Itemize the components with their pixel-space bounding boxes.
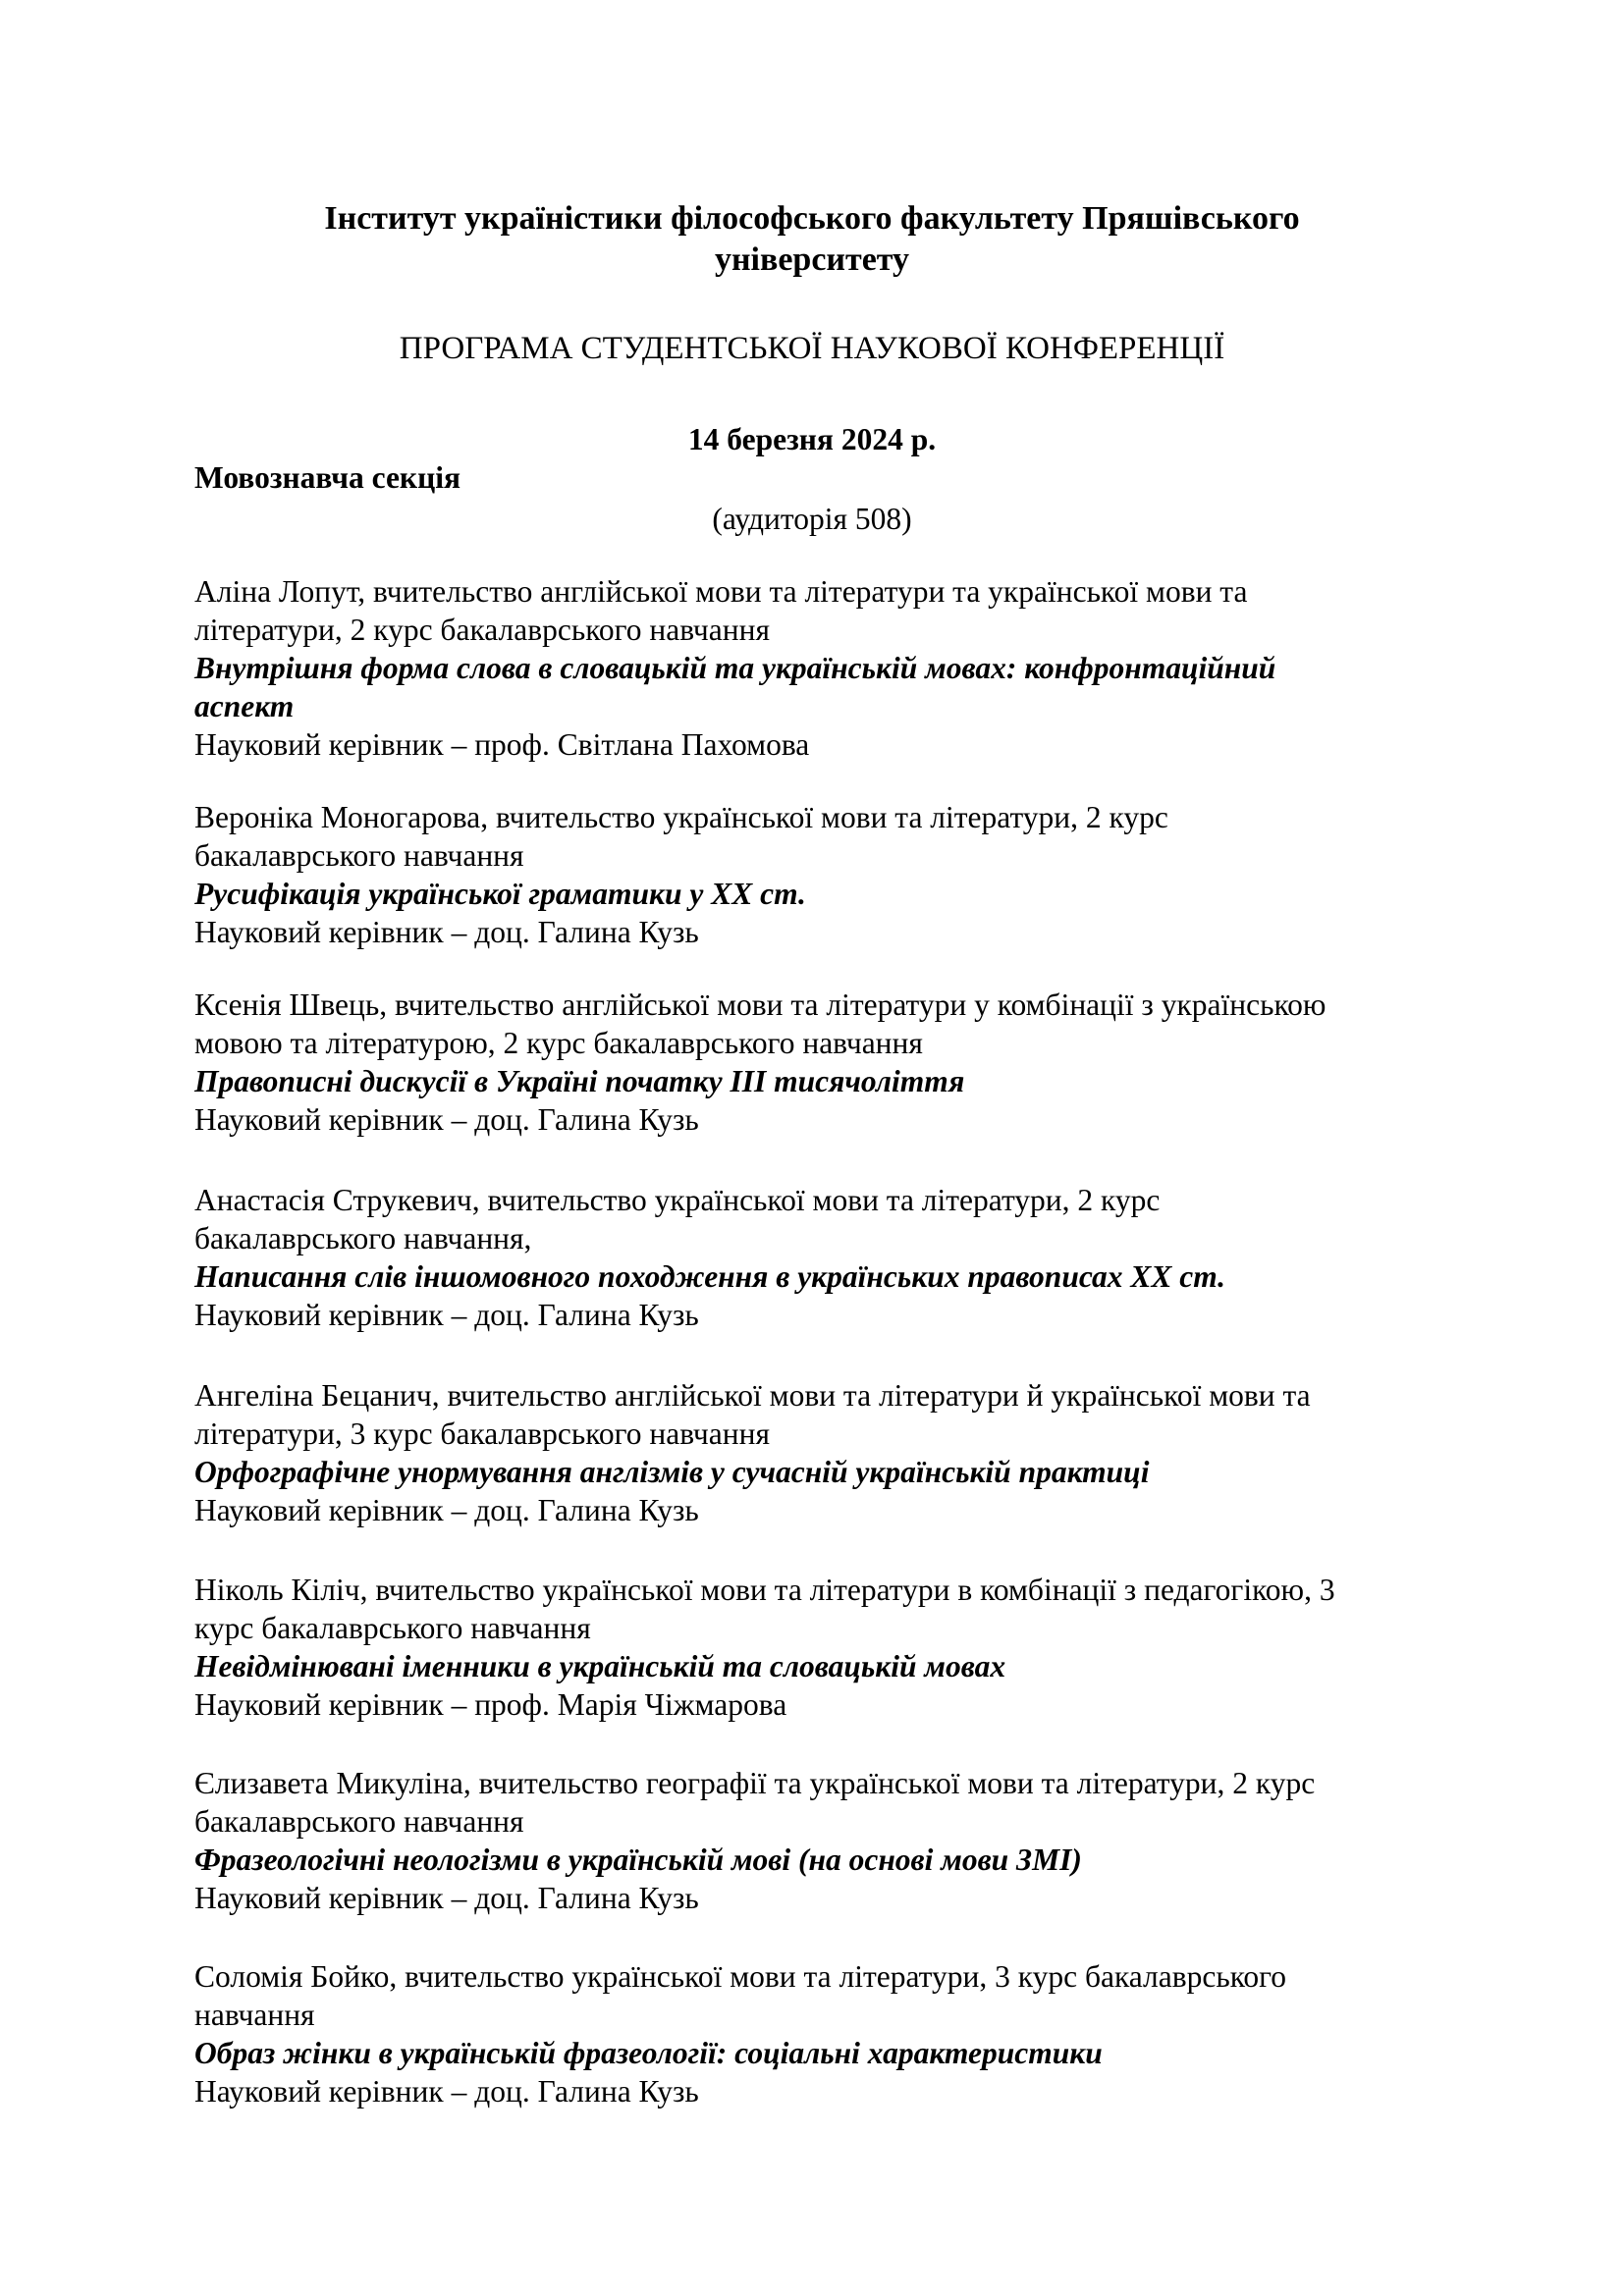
room-number: (аудиторія 508) — [712, 502, 912, 536]
supervisor: Науковий керівник – доц. Галина Кузь — [194, 1493, 699, 1527]
author-line: курс бакалаврського навчання — [194, 1611, 591, 1645]
institute-title-line-1: Інститут україністики філософського факультету Пряшівського — [324, 200, 1300, 237]
author-line: Ангеліна Бецанич, вчительство англійської мови та літератури й української мови та — [194, 1378, 1311, 1413]
author-line: Ніколь Кіліч, вчительство української мови та літератури в комбінації з педагогікою, 3 — [194, 1573, 1335, 1607]
supervisor: Науковий керівник – доц. Галина Кузь — [194, 2074, 699, 2109]
author-line: Аліна Лопут, вчительство англійської мови та літератури та української мови та — [194, 574, 1248, 609]
presentation-title: Фразеологічні неологізми в українській мові (на основі мови ЗМІ) — [194, 1842, 1082, 1877]
program-title: ПРОГРАМА СТУДЕНТСЬКОЇ НАУКОВОЇ КОНФЕРЕНЦІЇ — [399, 331, 1225, 366]
author-line: Анастасія Струкевич, вчительство української мови та літератури, 2 курс — [194, 1183, 1161, 1217]
author-line: мовою та літературою, 2 курс бакалаврського навчання — [194, 1026, 923, 1060]
supervisor: Науковий керівник – проф. Світлана Пахомова — [194, 727, 810, 762]
author-line: літератури, 3 курс бакалаврського навчання — [194, 1416, 770, 1451]
author-line: бакалаврського навчання, — [194, 1221, 532, 1255]
author-line: Вероніка Моногарова, вчительство української мови та літератури, 2 курс — [194, 800, 1168, 834]
presentation-title: Русифікація української граматики у ХХ ст. — [194, 877, 806, 911]
presentation-title: Внутрішня форма слова в словацькій та українській мовах: конфронтаційний — [194, 651, 1276, 685]
author-line: навчання — [194, 1998, 315, 2032]
supervisor: Науковий керівник – проф. Марія Чіжмарова — [194, 1687, 787, 1722]
presentation-title: аспект — [194, 689, 295, 723]
institute-title-line-2: університету — [714, 241, 910, 278]
conference-date: 14 березня 2024 р. — [687, 422, 937, 456]
author-line: літератури, 2 курс бакалаврського навчання — [194, 613, 770, 647]
presentation-title: Написання слів іншомовного походження в українських правописах ХХ ст. — [194, 1259, 1226, 1294]
presentation-title: Невідмінювані іменники в українській та словацькій мовах — [194, 1649, 1006, 1683]
author-line: бакалаврського навчання — [194, 1804, 524, 1839]
author-line: Ксенія Швець, вчительство англійської мови та літератури у комбінації з українською — [194, 988, 1326, 1022]
author-line: бакалаврського навчання — [194, 838, 524, 873]
supervisor: Науковий керівник – доц. Галина Кузь — [194, 1881, 699, 1915]
supervisor: Науковий керівник – доц. Галина Кузь — [194, 1298, 699, 1332]
presentation-title: Образ жінки в українській фразеології: соціальні характеристики — [194, 2036, 1103, 2070]
presentation-title: Правописні дискусії в Україні початку ІІІ тисячоліття — [194, 1064, 965, 1098]
author-line: Єлизавета Микуліна, вчительство географії та української мови та літератури, 2 курс — [194, 1766, 1316, 1800]
section-title: Мовознавча секція — [194, 460, 461, 495]
author-line: Соломія Бойко, вчительство української мови та літератури, 3 курс бакалаврського — [194, 1959, 1287, 1994]
supervisor: Науковий керівник – доц. Галина Кузь — [194, 915, 699, 949]
presentation-title: Орфографічне унормування англізмів у сучасній українській практиці — [194, 1455, 1150, 1489]
supervisor: Науковий керівник – доц. Галина Кузь — [194, 1102, 699, 1137]
